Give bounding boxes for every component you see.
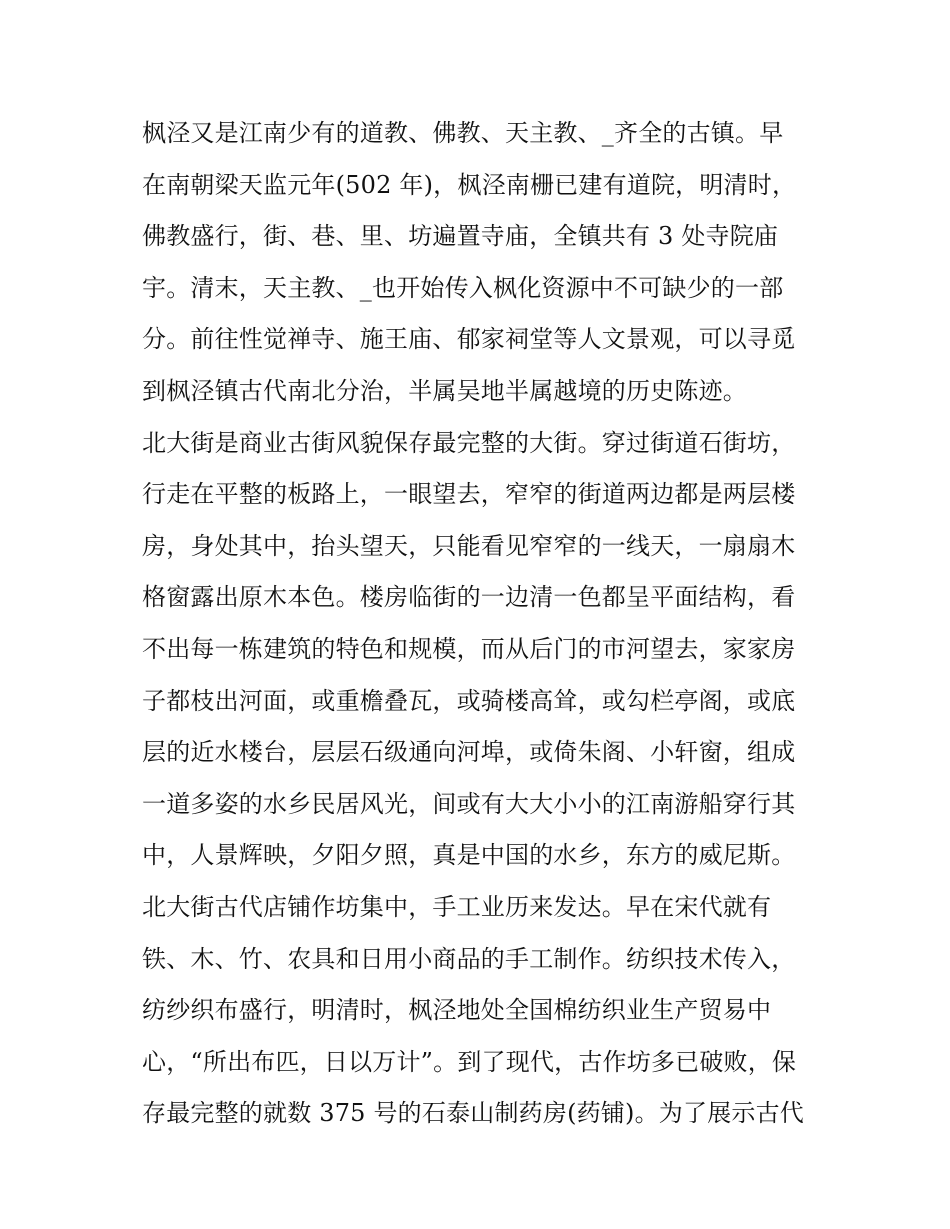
text-line: 行走在平整的板路上，一眼望去，窄窄的街道两边都是两层楼 — [142, 480, 796, 509]
text-line: 分。前往性觉禅寺、施王庙、郁家祠堂等人文景观，可以寻觅 — [142, 325, 796, 354]
text-line: 铁、木、竹、农具和日用小商品的手工制作。纺织技术传入， — [142, 944, 796, 973]
text-line: 子都枝出河面，或重檐叠瓦，或骑楼高耸，或勾栏亭阁，或底 — [142, 686, 796, 715]
text-line: 一道多姿的水乡民居风光，间或有大大小小的江南游船穿行其 — [142, 789, 796, 818]
text-line: 层的近水楼台，层层石级通向河埠，或倚朱阁、小轩窗，组成 — [142, 738, 796, 767]
text-line: 格窗露出原木本色。楼房临街的一边清一色都呈平面结构，看 — [142, 583, 796, 612]
text-line: 不出每一栋建筑的特色和规模，而从后门的市河望去，家家房 — [142, 634, 796, 663]
text-line: 纺纱织布盛行，明清时，枫泾地处全国棉纺织业生产贸易中 — [142, 996, 772, 1025]
text-line: 枫泾又是江南少有的道教、佛教、天主教、_齐全的古镇。早 — [142, 119, 784, 147]
text-line: 佛教盛行，街、巷、里、坊遍置寺庙，全镇共有 3 处寺院庙 — [142, 222, 779, 251]
text-line: 在南朝梁天监元年(502 年)，枫泾南栅已建有道院，明清时， — [142, 170, 797, 199]
text-line: 存最完整的就数 375 号的石泰山制药房(药铺)。为了展示古代 — [142, 1099, 804, 1128]
text-line: 北大街古代店铺作坊集中，手工业历来发达。早在宋代就有 — [142, 892, 772, 921]
text-line: 中，人景辉映，夕阳夕照，真是中国的水乡，东方的威尼斯。 — [142, 841, 796, 870]
text-line: 到枫泾镇古代南北分治，半属吴地半属越境的历史陈迹。 — [142, 376, 747, 405]
text-line: 心，“所出布匹，日以万计”。到了现代，古作坊多已破败，保 — [142, 1047, 797, 1076]
text-line: 北大街是商业古街风貌保存最完整的大街。穿过街道石街坊， — [142, 428, 796, 457]
text-line: 房，身处其中，抬头望天，只能看见窄窄的一线天，一扇扇木 — [142, 531, 796, 560]
body-text — [142, 108, 822, 1140]
text-line: 宇。清末，天主教、_也开始传入枫化资源中不可缺少的一部 — [142, 273, 784, 302]
